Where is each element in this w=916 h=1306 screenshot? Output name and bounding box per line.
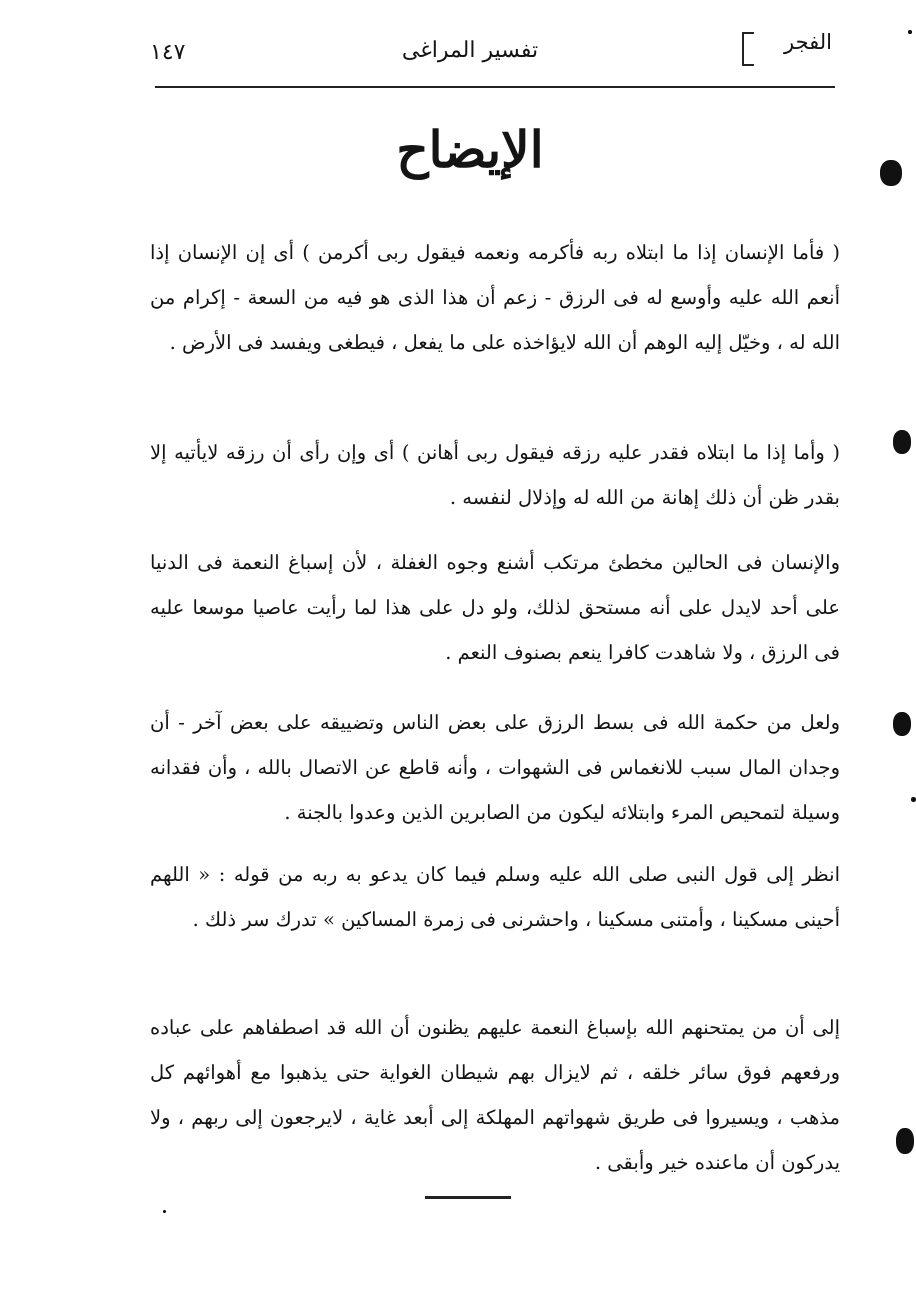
paragraph-3: والإنسان فى الحالين مخطئ مرتكب أشنع وجوه الغفلة ، لأن إسباغ النعمة فى الدنيا على أحد لايدل على أنه مستحق لذلك، ولو دل على هذا لما رأيت عاصيا موسعا عليه فى الرزق ، ولا شاهدت كافرا ينعم بصنوف النعم . bbox=[150, 550, 840, 664]
header-divider bbox=[155, 86, 835, 88]
scan-speck bbox=[911, 797, 916, 802]
scan-speck bbox=[908, 30, 912, 34]
paragraph-2: ( وأما إذا ما ابتلاه فقدر عليه رزقه فيقول ربى أهانن ) أى وإن رأى أن رزقه لايأتيه إلا بقدر ظن أن ذلك إهانة من الله له وإذلال لنفسه . bbox=[150, 440, 840, 509]
binding-hole-mark bbox=[896, 1128, 914, 1154]
page-number: ١٤٧ bbox=[150, 40, 186, 65]
end-of-section-rule bbox=[425, 1196, 511, 1199]
running-header-surah: الفجر bbox=[784, 30, 832, 54]
header-bracket bbox=[742, 32, 754, 66]
running-header-title: تفسير المراغى bbox=[401, 38, 539, 63]
paragraph-5: انظر إلى قول النبى صلى الله عليه وسلم فيما كان يدعو به ربه من قوله : « اللهم أحينى مسكينا ، وأمتنى مسكينا ، واحشرنى فى زمرة المساكين » تدرك سر ذلك . bbox=[150, 862, 840, 931]
paragraph-6: إلى أن من يمتحنهم الله بإسباغ النعمة عليهم يظنون أن الله قد اصطفاهم على عباده ورفعهم فوق سائر خلقه ، ثم لايزال بهم شيطان الغواية حتى يذهبوا مع أهوائهم كل مذهب ، ويسيروا فى طريق شهواتهم المهلكة إلى أبعد غاية ، لايرجعون إلى ربهم ، ولا يدركون أن ماعنده خير وأبقى . bbox=[150, 1015, 840, 1174]
paragraph-1: ( فأما الإنسان إذا ما ابتلاه ربه فأكرمه ونعمه فيقول ربى أكرمن ) أى إن الإنسان إذا أنعم الله عليه وأوسع له فى الرزق - زعم أن هذا الذى هو فيه من السعة - إكرام من الله له ، وخيّل إليه الوهم أن الله لايؤاخذه على ما يفعل ، فيطغى ويفسد فى الأرض . bbox=[150, 240, 840, 354]
binding-hole-mark bbox=[893, 712, 911, 736]
scan-speck bbox=[163, 1210, 166, 1213]
section-heading: الإيضاح bbox=[396, 120, 544, 179]
binding-hole-mark bbox=[893, 430, 911, 454]
paragraph-4: ولعل من حكمة الله فى بسط الرزق على بعض الناس وتضييقه على بعض آخر - أن وجدان المال سبب للانغماس فى الشهوات ، وأنه قاطع عن الاتصال بالله ، وأن فقدانه وسيلة لتمحيص المرء وابتلائه ليكون من الصابرين الذين وعدوا بالجنة . bbox=[150, 710, 840, 824]
binding-hole-mark bbox=[880, 160, 902, 186]
